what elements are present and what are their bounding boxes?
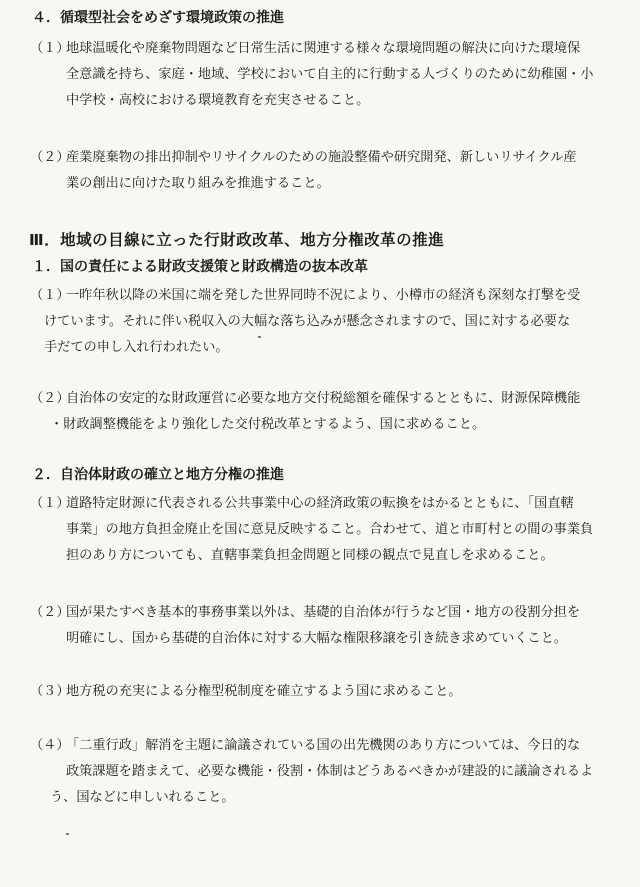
- scan-speck: [258, 336, 261, 338]
- section-4-item-1: [30, 36, 620, 114]
- item-number: （４）: [30, 738, 70, 753]
- item-number: （１）: [30, 496, 70, 511]
- item-line: けています。それに伴い税収入の大幅な落ち込みが懸念されますので、国に対する必要な: [44, 314, 571, 329]
- item-number: （３）: [30, 684, 70, 699]
- item-number: （１）: [30, 288, 70, 303]
- item-number: （１）: [30, 41, 70, 56]
- item-line: 産業廃棄物の排出抑制やリサイクルのための施設整備や研究開発、新しいリサイクル産: [66, 150, 577, 165]
- section-4-item-2: [30, 145, 620, 197]
- item-line: 道路特定財源に代表される公共事業中心の経済政策の転換をはかるとともに、「国直轄: [66, 496, 574, 511]
- item-line: 国が果たすべき基本的事務事業以外は、基礎的自治体が行うなど国・地方の役割分担を: [66, 605, 581, 620]
- item-line: 地球温暖化や廃棄物問題など日常生活に関連する様々な環境問題の解決に向けた環境保: [66, 41, 581, 56]
- part-3-heading: Ⅲ．地域の目線に立った行財政改革、地方分権改革の推進: [29, 231, 445, 249]
- item-line: 地方税の充実による分権型税制度を確立するよう国に求めること。: [66, 684, 462, 699]
- scan-speck: [66, 833, 69, 835]
- item-line: 業の創出に向けた取り組みを推進すること。: [66, 176, 330, 191]
- item-line: 中学校・高校における環境教育を充実させること。: [66, 93, 370, 108]
- section-1-item-2: [30, 386, 620, 438]
- item-number: （２）: [30, 150, 70, 165]
- item-line: ・財政調整機能をより強化した交付税改革とするよう、国に求めること。: [50, 417, 486, 432]
- item-number: （２）: [30, 391, 70, 406]
- item-line: 政策課題を踏まえて、必要な機能・役割・体制はどうあるべきかが建設的に議論されるよ: [66, 764, 594, 779]
- item-line: 担のあり方についても、直轄事業負担金問題と同様の観点で見直しを求めること。: [66, 548, 554, 563]
- section-2-item-1: [30, 491, 620, 569]
- section-2-heading: ２．自治体財政の確立と地方分権の推進: [32, 467, 284, 483]
- item-line: 自治体の安定的な財政運営に必要な地方交付税総額を確保するとともに、財源保障機能: [66, 391, 581, 406]
- section-1-heading: １．国の責任による財政支援策と財政構造の抜本改革: [32, 259, 368, 275]
- item-line: 一昨年秋以降の米国に端を発した世界同時不況により、小樽市の経済も深刻な打撃を受: [66, 288, 581, 303]
- section-2-item-4: [30, 733, 620, 811]
- item-line: 「二重行政」解消を主題に論議されている国の出先機関のあり方については、今日的な: [66, 738, 581, 753]
- item-line: う、国などに申しいれること。: [50, 790, 235, 805]
- section-2-item-3: [30, 679, 620, 705]
- item-line: 全意識を持ち、家庭・地域、学校において自主的に行動する人づくりのために幼稚園・小: [66, 67, 594, 82]
- item-line: 手だての申し入れ行われたい。: [44, 340, 229, 355]
- section-4-heading: ４．循環型社会をめざす環境政策の推進: [32, 10, 284, 26]
- item-line: 事業」の地方負担金廃止を国に意見反映すること。合わせて、道と市町村との間の事業負: [66, 522, 594, 537]
- section-2-item-2: [30, 600, 620, 652]
- item-line: 明確にし、国から基礎的自治体に対する大幅な権限移譲を引き続き求めていくこと。: [66, 631, 568, 646]
- item-number: （２）: [30, 605, 70, 620]
- section-1-item-1: [30, 283, 620, 361]
